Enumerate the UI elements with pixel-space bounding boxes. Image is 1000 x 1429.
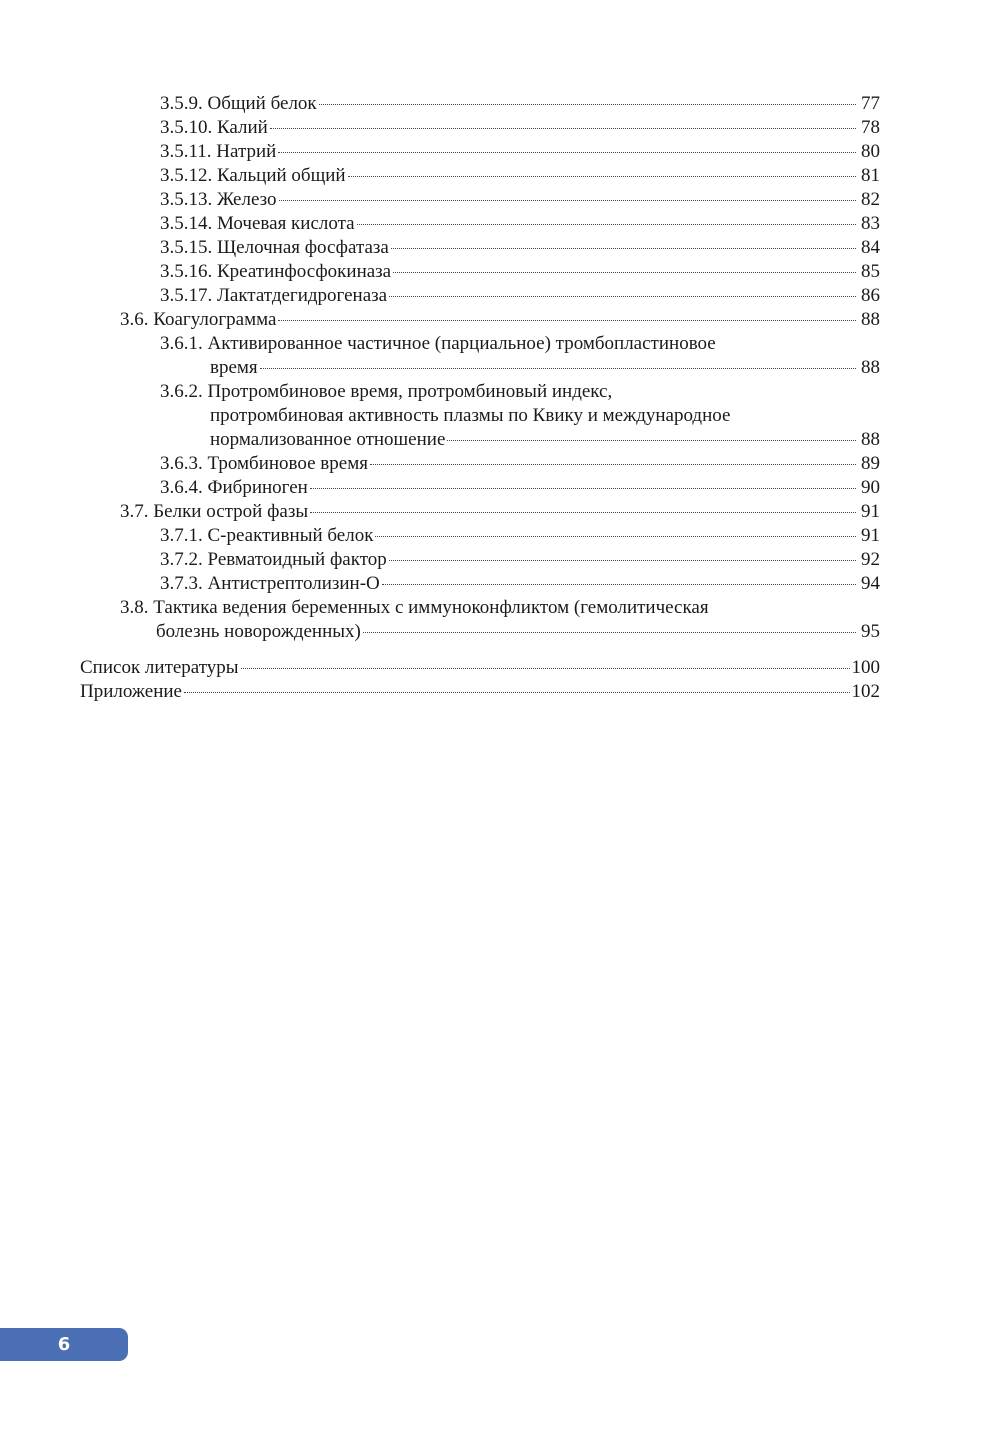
toc-leader-dots (348, 175, 856, 177)
toc-entry-title: 3.5.15. Щелочная фосфатаза (160, 237, 389, 258)
toc-entry-title: болезнь новорожденных) (156, 621, 361, 642)
toc-entry-title: протромбиновая активность плазмы по Квику и международное (210, 405, 731, 426)
toc-entry-title: 3.5.17. Лактатдегидрогеназа (160, 285, 388, 306)
toc-page-number: 82 (861, 189, 880, 210)
page-number: 6 (57, 1334, 71, 1355)
toc-leader-dots (310, 487, 856, 489)
toc-leader-dots (278, 319, 856, 321)
toc-entry[interactable] (80, 572, 880, 596)
toc-page-number: 86 (861, 285, 880, 306)
toc-page-number: 90 (861, 477, 880, 498)
toc-entry[interactable] (80, 452, 880, 476)
toc-leader-dots (319, 103, 856, 105)
toc-leader-dots (184, 691, 850, 693)
toc-leader-dots (357, 223, 856, 225)
toc-leader-dots (363, 631, 856, 633)
toc-entry-title: 3.5.13. Железо (160, 189, 277, 210)
toc-entry-title: 3.5.16. Креатинфосфокиназа (160, 261, 392, 282)
toc-leader-dots (393, 271, 856, 273)
toc-entry-title: Список литературы (80, 657, 239, 678)
toc-entry[interactable] (80, 332, 880, 380)
toc-entry[interactable] (80, 284, 880, 308)
toc-page-number: 78 (861, 117, 880, 138)
toc-entry-title: 3.5.9. Общий белок (160, 93, 317, 114)
toc-page-number: 88 (861, 357, 880, 378)
toc-entry-title: 3.5.12. Кальций общий (160, 165, 346, 186)
toc-page-number: 91 (861, 501, 880, 522)
toc-page-number: 84 (861, 237, 880, 258)
toc-entry-title: 3.5.11. Натрий (160, 141, 277, 162)
toc-entry-title: 3.6.1. Активированное частичное (парциальное) тромбопластиновое (160, 333, 716, 354)
toc-entry[interactable] (80, 524, 880, 548)
toc-leader-dots (389, 559, 856, 561)
toc-page-number: 89 (861, 453, 880, 474)
toc-entry[interactable] (80, 212, 880, 236)
toc-entry-title: 3.6.2. Протромбиновое время, протромбиновый индекс, (160, 381, 613, 402)
toc-entry[interactable] (80, 380, 880, 452)
toc-page-number: 77 (861, 93, 880, 114)
toc-entry-title: время (210, 357, 258, 378)
toc-page-number: 95 (861, 621, 880, 642)
toc-entry-title: 3.6.3. Тромбиновое время (160, 453, 368, 474)
toc-entry[interactable] (80, 476, 880, 500)
toc-page-number: 100 (851, 657, 880, 678)
toc-leader-dots (241, 667, 850, 669)
toc-entry-title: 3.6.4. Фибриноген (160, 477, 308, 498)
toc-leader-dots (447, 439, 856, 441)
toc-page-number: 91 (861, 525, 880, 546)
toc-entry[interactable] (80, 164, 880, 188)
toc-entry-title: 3.5.14. Мочевая кислота (160, 213, 355, 234)
toc-entry[interactable] (80, 236, 880, 260)
toc-leader-dots (278, 151, 856, 153)
toc-leader-dots (370, 463, 856, 465)
toc-entry[interactable] (80, 680, 880, 704)
toc-page-number: 88 (861, 309, 880, 330)
toc-entry[interactable] (80, 308, 880, 332)
toc-page-number: 94 (861, 573, 880, 594)
toc-leader-dots (260, 367, 856, 369)
toc-entry-title: 3.7.3. Антистрептолизин-О (160, 573, 380, 594)
toc-page-number: 81 (861, 165, 880, 186)
toc-entry-title: 3.7.2. Ревматоидный фактор (160, 549, 387, 570)
toc-leader-dots (270, 127, 856, 129)
toc-page-number: 92 (861, 549, 880, 570)
toc-entry-title: 3.8. Тактика ведения беременных с иммуноконфликтом (гемолитическая (120, 597, 709, 618)
toc-leader-dots (391, 247, 856, 249)
toc-page-number: 83 (861, 213, 880, 234)
table-of-contents (80, 92, 880, 704)
toc-entry[interactable] (80, 596, 880, 644)
toc-leader-dots (389, 295, 856, 297)
toc-page-number: 80 (861, 141, 880, 162)
toc-entry[interactable] (80, 140, 880, 164)
toc-entry[interactable] (80, 188, 880, 212)
toc-entry[interactable] (80, 260, 880, 284)
toc-page-number: 102 (851, 681, 880, 702)
toc-entry[interactable] (80, 500, 880, 524)
toc-leader-dots (382, 583, 856, 585)
toc-page-number: 85 (861, 261, 880, 282)
toc-entry-title: Приложение (80, 681, 182, 702)
toc-entry-title: 3.5.10. Калий (160, 117, 268, 138)
toc-entry-title: 3.7. Белки острой фазы (120, 501, 309, 522)
toc-entry[interactable] (80, 656, 880, 680)
page-number-tab (0, 1328, 128, 1361)
toc-entry-title: нормализованное отношение (210, 429, 446, 450)
toc-leader-dots (310, 511, 856, 513)
toc-page-number: 88 (861, 429, 880, 450)
toc-entry-title: 3.6. Коагулограмма (120, 309, 277, 330)
toc-entry[interactable] (80, 116, 880, 140)
toc-leader-dots (375, 535, 856, 537)
toc-entry[interactable] (80, 92, 880, 116)
toc-leader-dots (279, 199, 856, 201)
toc-entry-title: 3.7.1. С-реактивный белок (160, 525, 374, 546)
toc-entry[interactable] (80, 548, 880, 572)
